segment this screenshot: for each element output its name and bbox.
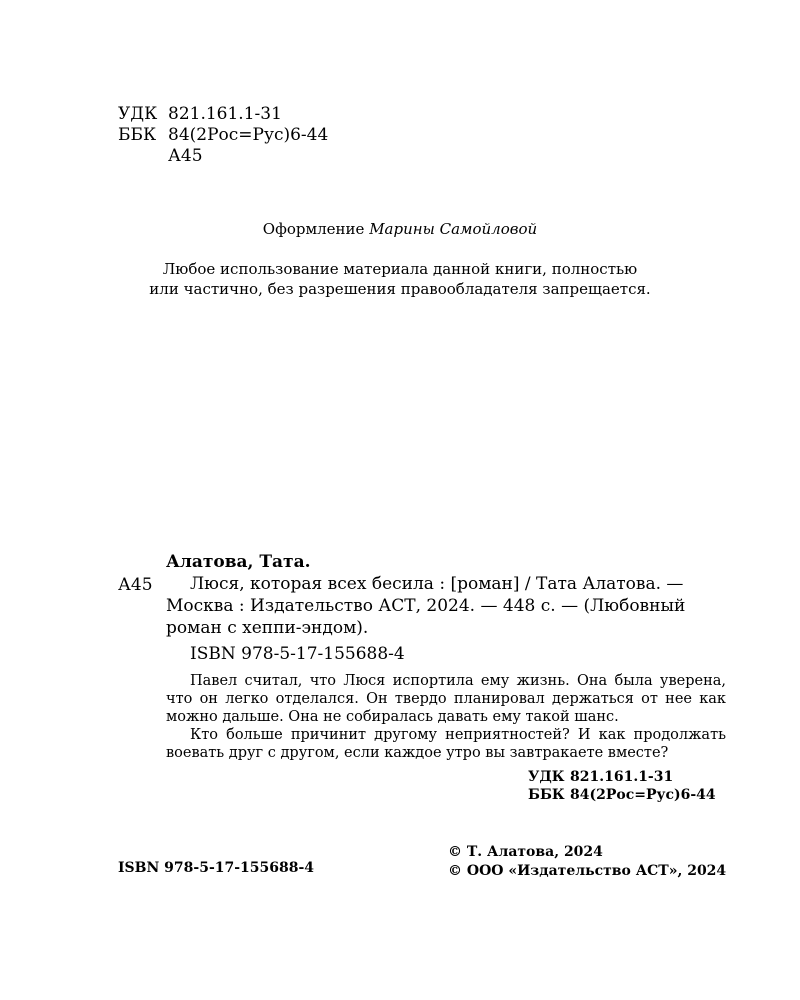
author-mark-row <box>118 146 328 167</box>
copyright-notices <box>448 843 726 881</box>
bbk-row <box>118 125 328 146</box>
bib-isbn: ISBN 978-5-17-155688-4 <box>190 644 405 664</box>
annotation-paragraph-1: Павел считал, что Люся испортила ему жизнь. Она была уверена, что он легко отделался. Он твердо планировал держаться от нее как можно дальше. Она не собиралась давать ему такой шанс. <box>166 673 726 725</box>
annotation-classification <box>528 768 716 804</box>
designer-name: Марины Самойловой <box>369 220 538 238</box>
bbk-label: ББК <box>118 125 157 145</box>
design-credit <box>0 220 800 238</box>
classification-codes <box>118 104 328 167</box>
annotation-paragraph-2: Кто больше причинит другому неприятностей? И как продолжать воевать друг с другом, если каждое утро вы завтракаете вместе? <box>166 727 726 761</box>
udk-label: УДК <box>118 104 158 124</box>
copyright-author: © Т. Алатова, 2024 <box>448 844 603 860</box>
small-bbk-value: 84(2Рос=Рус)6-44 <box>570 787 716 803</box>
design-credit-prefix: Оформление <box>262 220 365 238</box>
bbk-value: 84(2Рос=Рус)6-44 <box>168 125 329 145</box>
footer-isbn: ISBN 978-5-17-155688-4 <box>118 860 315 876</box>
rights-notice <box>0 259 800 299</box>
small-udk-label: УДК <box>528 769 565 785</box>
small-udk-value: 821.161.1-31 <box>570 769 674 785</box>
bib-author: Алатова, Тата. <box>166 552 311 572</box>
udk-row <box>118 104 328 125</box>
udk-value: 821.161.1-31 <box>168 104 282 124</box>
rights-notice-line-1: Любое использование материала данной книги, полностью <box>162 260 638 278</box>
bib-description: Люся, которая всех бесила : [роман] / Тата Алатова. — Москва : Издательство АСТ, 2024. — 448 с. — (Любовный роман с хеппи-эндом). <box>166 574 686 638</box>
bib-author-mark: А45 <box>118 575 153 595</box>
author-mark: А45 <box>168 146 203 166</box>
small-bbk-label: ББК <box>528 787 565 803</box>
small-udk-row <box>528 768 716 786</box>
copyright-publisher: © ООО «Издательство АСТ», 2024 <box>448 863 727 879</box>
small-bbk-row <box>528 786 716 804</box>
annotation <box>166 672 726 762</box>
rights-notice-line-2: или частично, без разрешения правообладателя запрещается. <box>149 280 651 298</box>
